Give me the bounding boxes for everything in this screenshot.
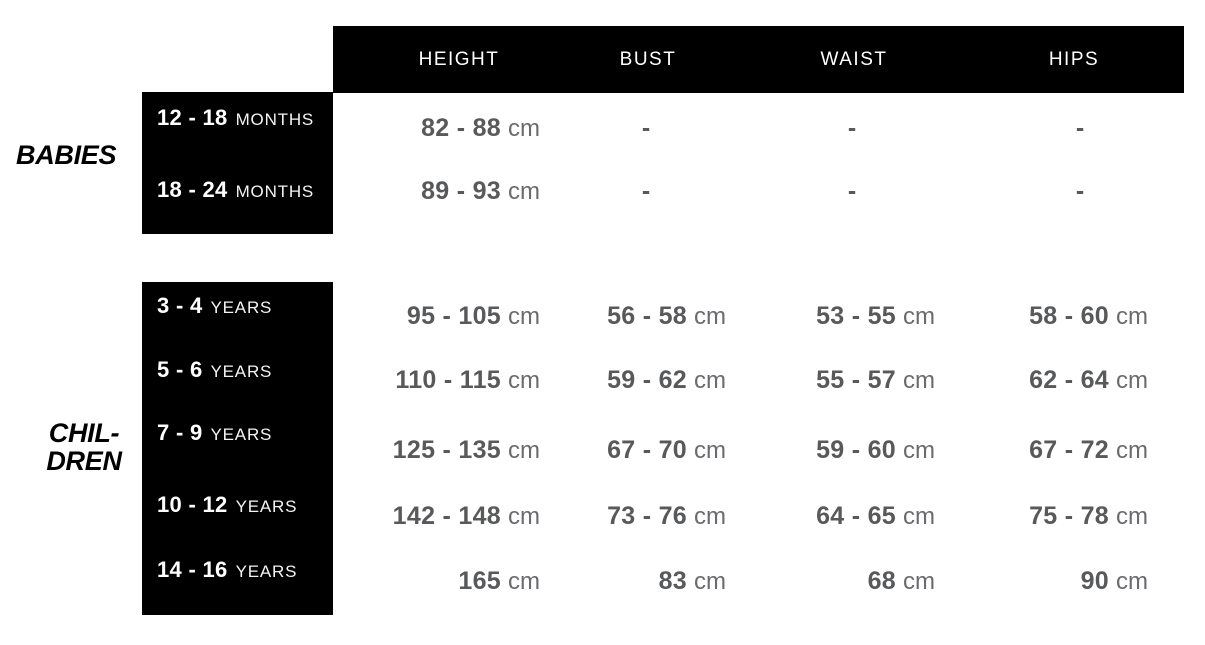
height-value: 125 - 135 [392,436,501,464]
unit-label: cm [694,367,726,394]
waist-value: 53 - 55 [816,302,896,330]
waist-cell [816,366,935,395]
unit-label: cm [694,503,726,530]
column-header-height: HEIGHT [418,48,500,70]
unit-label: cm [1116,367,1148,394]
waist-cell-empty: - [847,177,857,205]
age-row [157,420,272,449]
bust-value: 59 - 62 [607,366,687,394]
unit-label: cm [508,367,540,394]
waist-value: 64 - 65 [816,502,896,530]
hips-cell-empty: - [1075,114,1085,142]
children-age-box [142,282,333,615]
age-range: 10 - 12 [157,492,228,517]
age-range: 7 - 9 [157,420,203,445]
group-label-line: CHIL- [48,418,120,448]
hips-cell [1029,502,1148,531]
bust-value: 56 - 58 [607,302,687,330]
unit-label: cm [903,367,935,394]
hips-value: 67 - 72 [1029,436,1109,464]
unit-label: cm [694,303,726,330]
age-unit-label: MONTHS [235,110,315,129]
age-unit-label: MONTHS [235,182,315,201]
column-header-bust: BUST [619,48,677,70]
waist-value: 55 - 57 [816,366,896,394]
height-value: 89 - 93 [421,177,501,205]
hips-cell [1029,302,1148,331]
age-unit-label: YEARS [210,425,273,444]
height-value: 82 - 88 [421,114,501,142]
group-label-line: DREN [46,446,122,476]
waist-value: 59 - 60 [816,436,896,464]
waist-cell [816,302,935,331]
age-unit-label: YEARS [235,497,298,516]
unit-label: cm [1116,437,1148,464]
height-value: 165 [458,567,501,595]
unit-label: cm [903,437,935,464]
age-row [157,293,272,322]
unit-label: cm [903,303,935,330]
unit-label: cm [508,178,540,205]
hips-cell [1029,436,1148,465]
bust-value: 83 [658,567,687,595]
hips-value: 90 [1080,567,1109,595]
waist-cell [868,567,935,596]
bust-cell [659,567,726,596]
age-row [157,105,314,134]
height-cell [395,366,540,395]
bust-cell [607,366,726,395]
waist-cell [816,502,935,531]
height-cell [458,567,540,596]
age-row [157,177,314,206]
unit-label: cm [903,503,935,530]
height-value: 142 - 148 [392,502,501,530]
unit-label: cm [1116,568,1148,595]
hips-cell-empty: - [1075,177,1085,205]
table-header-bar [333,26,1184,93]
group-label-babies: BABIES [16,140,117,170]
height-cell [407,302,540,331]
hips-value: 58 - 60 [1029,302,1109,330]
waist-cell-empty: - [847,114,857,142]
unit-label: cm [694,437,726,464]
unit-label: cm [903,568,935,595]
babies-age-box [142,92,333,234]
age-unit-label: YEARS [235,562,298,581]
age-range: 5 - 6 [157,357,203,382]
bust-cell-empty: - [641,114,651,142]
age-unit-label: YEARS [210,362,273,381]
height-cell [393,502,540,531]
unit-label: cm [508,437,540,464]
age-unit-label: YEARS [210,298,273,317]
bust-cell [607,302,726,331]
unit-label: cm [508,503,540,530]
age-row [157,492,297,521]
age-range: 3 - 4 [157,293,203,318]
hips-cell [1081,567,1148,596]
height-cell [421,177,540,206]
unit-label: cm [508,303,540,330]
age-range: 12 - 18 [157,105,228,130]
unit-label: cm [1116,503,1148,530]
bust-cell [607,436,726,465]
column-header-hips: HIPS [1048,48,1100,70]
bust-value: 67 - 70 [607,436,687,464]
height-value: 110 - 115 [395,366,501,394]
waist-value: 68 [867,567,896,595]
age-row [157,557,297,586]
bust-value: 73 - 76 [607,502,687,530]
group-label-children [28,419,140,475]
age-range: 18 - 24 [157,177,228,202]
age-row [157,357,272,386]
waist-cell [816,436,935,465]
bust-cell-empty: - [641,177,651,205]
bust-cell [607,502,726,531]
unit-label: cm [1116,303,1148,330]
hips-cell [1029,366,1148,395]
hips-value: 75 - 78 [1029,502,1109,530]
hips-value: 62 - 64 [1029,366,1109,394]
height-cell [393,436,540,465]
height-value: 95 - 105 [406,302,501,330]
height-cell [421,114,540,143]
unit-label: cm [508,568,540,595]
unit-label: cm [694,568,726,595]
column-header-waist: WAIST [820,48,888,70]
unit-label: cm [508,115,540,142]
age-range: 14 - 16 [157,557,228,582]
